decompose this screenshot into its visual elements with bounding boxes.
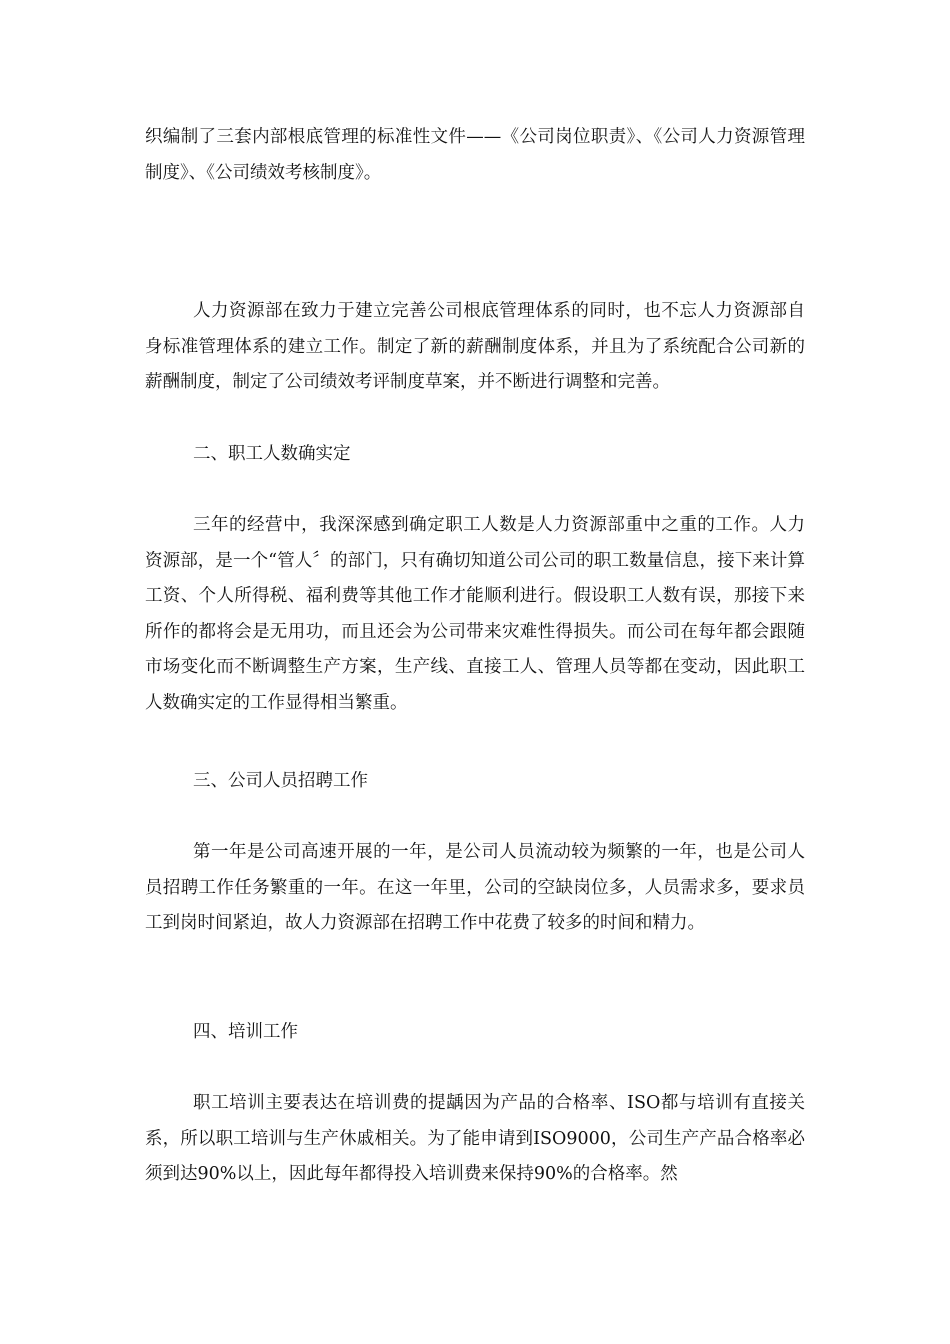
paragraph-training: 职工培训主要表达在培训费的提龋因为产品的合格率、ISO都与培训有直接关系，所以职工培训与生产休戚相关。为了能申请到ISO9000，公司生产产品合格率必须到达90%以上，因此每年都得投入培训费来保持90%的合格率。然 <box>145 1093 805 1184</box>
paragraph-hr-system: 人力资源部在致力于建立完善公司根底管理体系的同时，也不忘人力资源部自身标准管理体系的建立工作。制定了新的薪酬制度体系，并且为了系统配合公司新的薪酬制度，制定了公司绩效考评制度草案，并不断进行调整和完善。 <box>145 301 805 392</box>
paragraph-recruitment: 第一年是公司高速开展的一年，是公司人员流动较为频繁的一年，也是公司人员招聘工作任务繁重的一年。在这一年里，公司的空缺岗位多，人员需求多，要求员工到岗时间紧迫，故人力资源部在招聘工作中花费了较多的时间和精力。 <box>145 842 805 933</box>
paragraph-continuation: 织编制了三套内部根底管理的标准性文件——《公司岗位职责》、《公司人力资源管理制度》、《公司绩效考核制度》。 <box>145 127 805 183</box>
section-heading-recruitment: 三、公司人员招聘工作 <box>193 771 368 791</box>
section-heading-headcount: 二、职工人数确实定 <box>193 444 351 464</box>
paragraph-headcount: 三年的经营中，我深深感到确定职工人数是人力资源部重中之重的工作。人力资源部，是一个“管人〞的部门，只有确切知道公司公司的职工数量信息，接下来计算工资、个人所得税、福利费等其他工作才能顺利进行。假设职工人数有误，那接下来所作的都将会是无用功，而且还会为公司带来灾难性得损失。而公司在每年都会跟随市场变化而不断调整生产方案，生产线、直接工人、管理人员等都在变动，因此职工人数确实定的工作显得相当繁重。 <box>145 515 805 713</box>
section-heading-training: 四、培训工作 <box>193 1022 298 1042</box>
